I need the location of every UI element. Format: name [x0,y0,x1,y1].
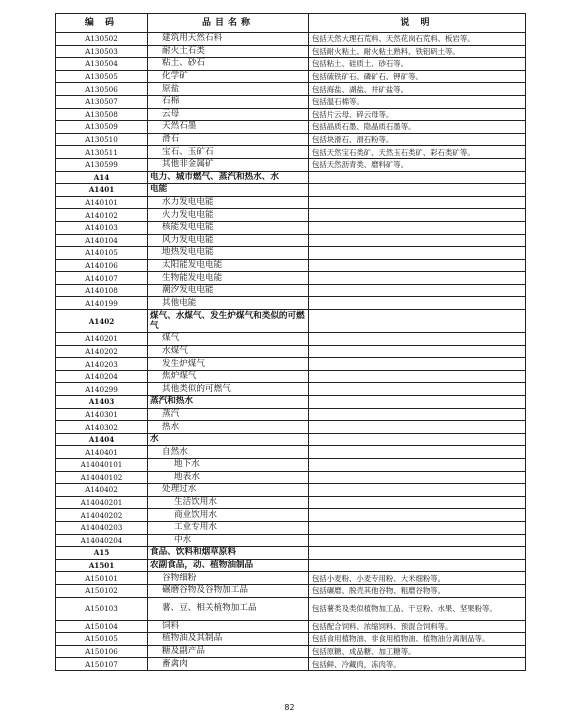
table-row [56,496,526,509]
cell-desc [309,446,526,459]
cell-code: A140104 [56,234,148,247]
cell-code: A140101 [56,196,148,209]
cell-desc [309,284,526,297]
cell-name: 植物油及其制品 [148,633,309,646]
cell-code: A14040204 [56,534,148,547]
cell-desc: 包括配合饲料、浓缩饲料、预混合饲料等。 [309,620,526,633]
cell-desc [309,333,526,346]
table-row [56,633,526,646]
header-code: 编 码 [56,14,148,33]
table-row [56,383,526,396]
cell-code: A1401 [56,184,148,197]
cell-name: 薯、豆、相关植物加工品 [148,597,309,620]
cell-desc [309,171,526,184]
cell-name: 粘土、砂石 [148,58,309,71]
cell-desc: 包括海盐、湖盐、井矿盐等。 [309,83,526,96]
table-row [56,70,526,83]
cell-name: 农副食品，动、植物油制品 [148,559,309,572]
cell-code: A140401 [56,446,148,459]
table-row [56,534,526,547]
table-row [56,121,526,134]
table-row [56,310,526,333]
table-row [56,234,526,247]
cell-name: 建筑用天然石料 [148,33,309,46]
table-row [56,45,526,58]
cell-desc [309,421,526,434]
cell-code: A150107 [56,658,148,671]
cell-name: 发生炉煤气 [148,358,309,371]
cell-code: A140201 [56,333,148,346]
cell-desc [309,433,526,446]
cell-name: 碾磨谷物及谷物加工品 [148,584,309,597]
table-row [56,247,526,260]
cell-code: A150105 [56,633,148,646]
table-row [56,259,526,272]
cell-name: 工业专用水 [148,521,309,534]
cell-code: A1403 [56,396,148,409]
table-row [56,158,526,171]
cell-name: 风力发电电能 [148,234,309,247]
table-row [56,559,526,572]
table-row [56,370,526,383]
table-row [56,597,526,620]
cell-desc [309,370,526,383]
cell-code: A130506 [56,83,148,96]
cell-name: 糖及副产品 [148,645,309,658]
cell-name: 电力、城市燃气、蒸汽和热水、水 [148,171,309,184]
cell-code: A130511 [56,146,148,159]
cell-name: 地下水 [148,459,309,472]
table-row [56,95,526,108]
page-number: 82 [284,703,295,712]
cell-desc: 包括耐火粘土、耐火粘土熟料、铁铝矾土等。 [309,45,526,58]
cell-desc: 包括温石棉等。 [309,95,526,108]
cell-code: A130504 [56,58,148,71]
cell-desc: 包括块滑石、滑石粉等。 [309,133,526,146]
table-row [56,408,526,421]
cell-desc: 包括天然宝石类矿、天然玉石类矿、彩石类矿等。 [309,146,526,159]
cell-code: A140106 [56,259,148,272]
table-row [56,547,526,560]
cell-desc: 包括晶质石墨、隐晶质石墨等。 [309,121,526,134]
cell-name: 自然水 [148,446,309,459]
cell-name: 蒸汽和热水 [148,396,309,409]
cell-desc [309,383,526,396]
cell-code: A150104 [56,620,148,633]
cell-code: A1501 [56,559,148,572]
cell-name: 热水 [148,421,309,434]
cell-code: A140105 [56,247,148,260]
table-row [56,509,526,522]
cell-desc [309,234,526,247]
cell-name: 其他类似的可燃气 [148,383,309,396]
table-row [56,658,526,671]
cell-code: A140302 [56,421,148,434]
cell-name: 饲料 [148,620,309,633]
cell-desc [309,509,526,522]
table-row [56,33,526,46]
cell-desc: 包括粘土、硅质土、砂石等。 [309,58,526,71]
cell-name: 地表水 [148,471,309,484]
cell-desc: 包括天然大理石荒料、天然花岗石荒料、板岩等。 [309,33,526,46]
table-row [56,459,526,472]
cell-name: 潮汐发电电能 [148,284,309,297]
catalog-document [55,13,525,671]
cell-code: A130503 [56,45,148,58]
cell-code: A140103 [56,221,148,234]
table-body [56,33,526,671]
cell-name: 水煤气 [148,345,309,358]
cell-name: 云母 [148,108,309,121]
cell-desc [309,521,526,534]
cell-name: 处理过水 [148,484,309,497]
cell-name: 煤气、水煤气、发生炉煤气和类似的可燃气 [148,310,309,333]
cell-code: A140107 [56,272,148,285]
table-row [56,297,526,310]
cell-name: 焦炉煤气 [148,370,309,383]
table-row [56,133,526,146]
cell-name: 宝石、玉矿石 [148,146,309,159]
table-row [56,171,526,184]
table-row [56,471,526,484]
table-row [56,209,526,222]
cell-desc [309,209,526,222]
table-row [56,184,526,197]
table-row [56,83,526,96]
cell-desc [309,272,526,285]
table-row [56,196,526,209]
cell-code: A150101 [56,572,148,585]
cell-desc [309,259,526,272]
table-row [56,221,526,234]
cell-name: 谷物细粉 [148,572,309,585]
cell-code: A150102 [56,584,148,597]
cell-desc: 包括小麦粉、小麦专用粉、大米细粉等。 [309,572,526,585]
cell-code: A130508 [56,108,148,121]
cell-name: 太阳能发电电能 [148,259,309,272]
cell-desc [309,559,526,572]
cell-name: 其他电能 [148,297,309,310]
table-row [56,521,526,534]
cell-desc [309,345,526,358]
table-row [56,484,526,497]
cell-name: 商业饮用水 [148,509,309,522]
cell-code: A14 [56,171,148,184]
cell-code: A140199 [56,297,148,310]
cell-desc [309,358,526,371]
table-row [56,272,526,285]
cell-code: A14040201 [56,496,148,509]
cell-desc [309,396,526,409]
table-row [56,433,526,446]
cell-desc [309,297,526,310]
cell-name: 滑石 [148,133,309,146]
table-row [56,58,526,71]
cell-desc [309,496,526,509]
table-row [56,284,526,297]
cell-desc: 包括硫铁矿石、磷矿石、钾矿等。 [309,70,526,83]
cell-desc [309,408,526,421]
table-row [56,345,526,358]
cell-code: A140102 [56,209,148,222]
table-row [56,620,526,633]
cell-code: A14040203 [56,521,148,534]
cell-desc [309,196,526,209]
table-row [56,396,526,409]
cell-code: A140299 [56,383,148,396]
cell-name: 耐火土石类 [148,45,309,58]
cell-code: A140202 [56,345,148,358]
cell-name: 畜禽肉 [148,658,309,671]
cell-desc: 包括薯类及类似植物加工品、干豆粉、水果、坚果粉等。 [309,597,526,620]
table-row [56,146,526,159]
cell-code: A150103 [56,597,148,620]
cell-name: 天然石墨 [148,121,309,134]
cell-code: A130505 [56,70,148,83]
cell-name: 生活饮用水 [148,496,309,509]
catalog-table [55,13,526,671]
cell-name: 煤气 [148,333,309,346]
cell-desc: 包括原糖、成品糖、加工糖等。 [309,645,526,658]
cell-desc [309,310,526,333]
cell-name: 其他非金属矿 [148,158,309,171]
cell-name: 原盐 [148,83,309,96]
cell-name: 食品、饮料和烟草原料 [148,547,309,560]
cell-name: 火力发电电能 [148,209,309,222]
cell-code: A1404 [56,433,148,446]
cell-desc [309,459,526,472]
table-row [56,358,526,371]
cell-name: 石棉 [148,95,309,108]
table-row [56,645,526,658]
cell-desc [309,547,526,560]
table-row [56,446,526,459]
cell-desc [309,484,526,497]
cell-code: A140108 [56,284,148,297]
cell-code: A130510 [56,133,148,146]
cell-desc [309,534,526,547]
cell-desc: 包括鲜、冷藏肉，冻肉等。 [309,658,526,671]
cell-name: 生物能发电电能 [148,272,309,285]
header-name: 品目名称 [148,14,309,33]
table-row [56,421,526,434]
header-desc: 说 明 [309,14,526,33]
cell-code: A140402 [56,484,148,497]
cell-code: A150106 [56,645,148,658]
cell-code: A1402 [56,310,148,333]
cell-name: 水 [148,433,309,446]
table-row [56,572,526,585]
table-row [56,333,526,346]
cell-code: A15 [56,547,148,560]
table-row [56,108,526,121]
cell-desc: 包括食用植物油、非食用植物油、植物油分离制品等。 [309,633,526,646]
cell-desc: 包括天然沥青类、磨料矿等。 [309,158,526,171]
cell-name: 蒸汽 [148,408,309,421]
cell-code: A14040102 [56,471,148,484]
cell-code: A140203 [56,358,148,371]
cell-name: 核能发电电能 [148,221,309,234]
cell-code: A130502 [56,33,148,46]
cell-desc: 包括片云母、碎云母等。 [309,108,526,121]
cell-code: A130599 [56,158,148,171]
cell-name: 地热发电电能 [148,247,309,260]
cell-name: 中水 [148,534,309,547]
cell-desc: 包括碾磨、脱壳其他谷物、粗磨谷物等。 [309,584,526,597]
cell-desc [309,184,526,197]
cell-desc [309,471,526,484]
cell-code: A14040202 [56,509,148,522]
cell-code: A140204 [56,370,148,383]
cell-name: 水力发电电能 [148,196,309,209]
cell-desc [309,221,526,234]
table-row [56,584,526,597]
table-header-row [56,14,526,33]
cell-code: A130509 [56,121,148,134]
cell-code: A14040101 [56,459,148,472]
cell-code: A140301 [56,408,148,421]
cell-desc [309,247,526,260]
cell-code: A130507 [56,95,148,108]
cell-name: 电能 [148,184,309,197]
cell-name: 化学矿 [148,70,309,83]
